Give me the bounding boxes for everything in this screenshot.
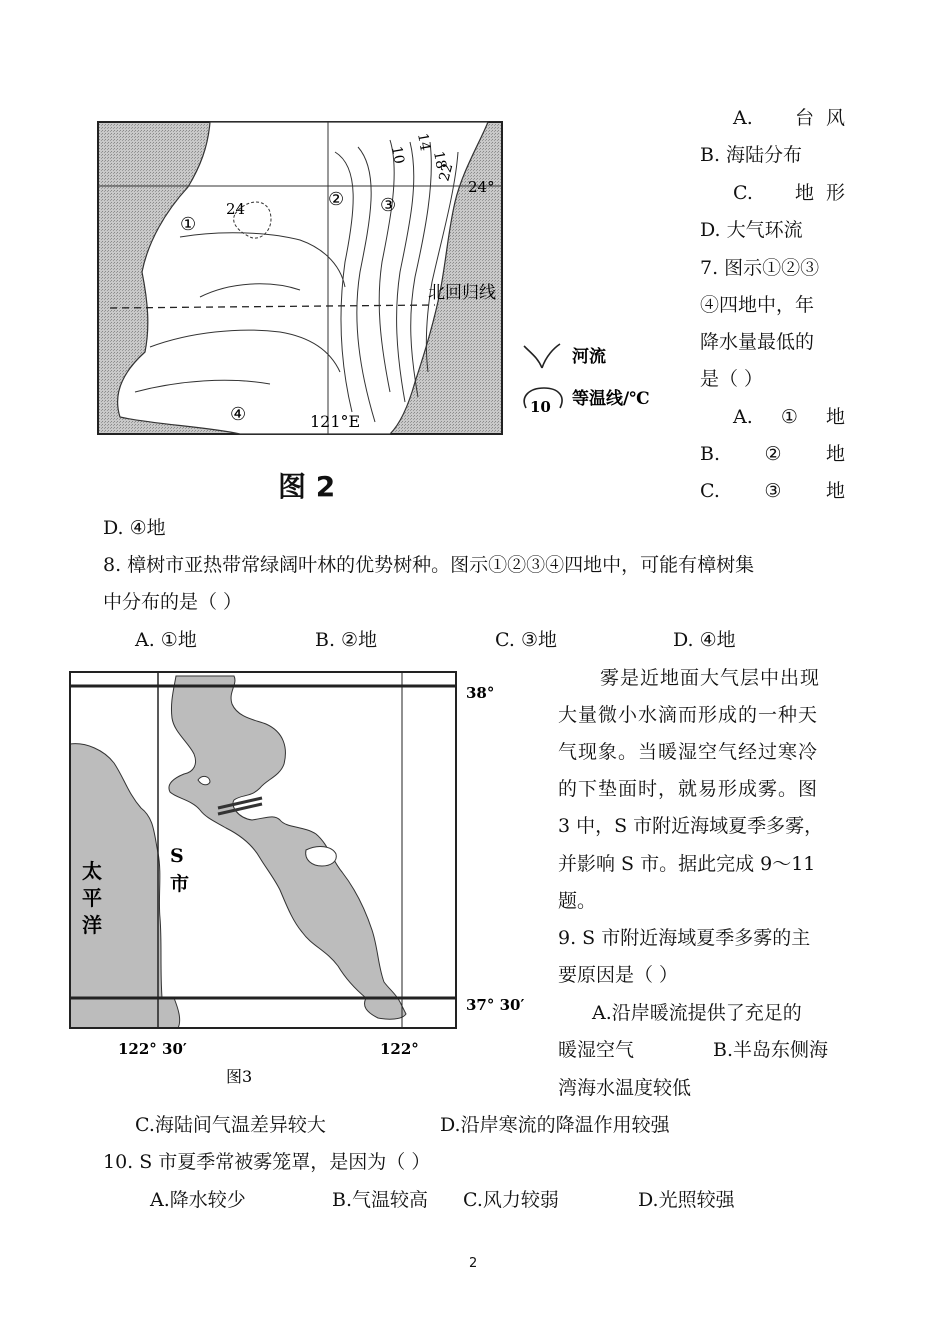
q7-option-b-mark: ② (764, 443, 782, 465)
point-4-label: ④ (230, 404, 247, 425)
q6-option-a-text: 台风 (794, 107, 857, 129)
q6-option-c-letter: C. (733, 182, 753, 204)
q6-option-a-letter: A. (733, 107, 753, 129)
q7-option-c-end: 地 (825, 480, 845, 502)
isotherm-legend-value: 10 (530, 398, 551, 416)
fog-passage-line-4: 的下垫面时，就易形成雾。图 (558, 778, 819, 800)
q8-option-b: B. ②地 (315, 629, 378, 651)
q8-option-c: C. ③地 (495, 629, 557, 651)
q9-option-b-line-2: 湾海水温度较低 (558, 1077, 692, 1099)
q9-option-d: D.沿岸寒流的降温作用较强 (440, 1114, 670, 1136)
q7-option-a-mark: ① (780, 406, 798, 428)
q9-option-a-line-2: 暖湿空气 (558, 1039, 635, 1061)
figure-3-caption: 图3 (226, 1067, 253, 1086)
fog-passage-line-7: 题。 (558, 890, 597, 912)
lon-122-30-label: 122° 30′ (118, 1040, 187, 1058)
q7-stem-line-4: 是（ ） (700, 368, 764, 390)
page-number: 2 (469, 1256, 478, 1271)
q7-option-c-mark: ③ (764, 480, 782, 502)
lat-38-label: 38° (466, 684, 495, 702)
q6-option-d: D. 大气环流 (700, 219, 803, 241)
fog-passage-line-1: 雾是近地面大气层中出现 (600, 667, 821, 689)
q6-option-c (733, 181, 857, 205)
q7-option-b-letter: B. (700, 443, 721, 465)
q10-option-d: D.光照较强 (638, 1189, 735, 1211)
isotherm-value-22: 22 (436, 161, 457, 184)
q7-option-c (700, 479, 845, 503)
q9-option-b-line-1: B.半岛东侧海 (713, 1039, 829, 1061)
fog-passage-line-2: 大量微小水滴而形成的一种天 (558, 704, 819, 726)
point-2-label: ② (328, 189, 345, 210)
q10-option-a: A.降水较少 (150, 1189, 246, 1211)
q9-option-a-line-1: A.沿岸暖流提供了充足的 (592, 1002, 802, 1024)
q10-stem: 10. S 市夏季常被雾笼罩，是因为（ ） (103, 1151, 431, 1173)
river-legend-icon (524, 344, 560, 368)
lat-37-30-label: 37° 30′ (466, 996, 525, 1014)
isotherm-value-14: 14 (414, 131, 433, 153)
figure-2-map (90, 112, 510, 442)
q7-option-a-letter: A. (733, 406, 753, 428)
q6-option-c-text: 地形 (794, 182, 857, 204)
q9-option-c: C.海陆间气温差异较大 (135, 1114, 326, 1136)
river-legend-label: 河流 (572, 347, 606, 367)
ocean-label-char: 太 (82, 859, 102, 883)
fog-passage-line-3: 气现象。当暖湿空气经过寒冷 (558, 741, 819, 763)
isotherm-value-18: 18 (430, 149, 449, 171)
tropic-label: 北回归线 (428, 283, 496, 303)
q8-option-d: D. ④地 (673, 629, 736, 651)
q9-stem-line-1: 9. S 市附近海域夏季多雾的主 (558, 927, 811, 949)
q8-stem-line-2: 中分布的是（ ） (103, 591, 243, 613)
figure-2-caption: 图 2 (278, 470, 336, 503)
q9-stem-line-2: 要原因是（ ） (558, 964, 679, 986)
q7-stem-line-2: ④四地中，年 (700, 294, 815, 316)
city-label-s: S (170, 845, 184, 867)
fog-passage-line-5: 3 中，S 市附近海域夏季多雾， (558, 815, 824, 837)
isotherm-value-24: 24 (226, 200, 246, 218)
ocean-label-char: 平 (82, 886, 102, 910)
q8-option-a: A. ①地 (135, 629, 197, 651)
q7-option-b-end: 地 (825, 443, 845, 465)
q7-option-b (700, 442, 845, 466)
ocean-label-char: 洋 (82, 913, 102, 937)
q6-option-b: B. 海陆分布 (700, 144, 803, 166)
q7-option-d: D. ④地 (103, 517, 166, 539)
figure-3-map (66, 668, 546, 1088)
bay-region (169, 676, 406, 1019)
city-label-shi: 市 (170, 873, 190, 895)
q6-option-a (733, 106, 857, 130)
q7-option-c-letter: C. (700, 480, 720, 502)
lon-121-label: 121°E (310, 412, 361, 431)
lat-24-label: 24° (468, 178, 495, 196)
q10-option-c: C.风力较弱 (463, 1189, 559, 1211)
point-3-label: ③ (380, 195, 397, 216)
q7-option-a-end: 地 (825, 406, 845, 428)
q7-stem-line-1: 7. 图示①②③ (700, 257, 820, 279)
fog-passage-line-6: 并影响 S 市。据此完成 9～11 (558, 853, 816, 875)
figure-2-legend (520, 336, 670, 418)
q7-option-a (733, 405, 845, 429)
lon-122-label: 122° (380, 1040, 419, 1058)
isotherm-legend-label: 等温线/℃ (572, 389, 650, 409)
q8-stem-line-1: 8. 樟树市亚热带常绿阔叶林的优势树种。图示①②③④四地中，可能有樟树集 (103, 554, 755, 576)
point-1-label: ① (180, 214, 197, 235)
q10-option-b: B.气温较高 (332, 1189, 429, 1211)
isotherm-value-10: 10 (388, 144, 407, 166)
q7-stem-line-3: 降水量最低的 (700, 331, 815, 353)
